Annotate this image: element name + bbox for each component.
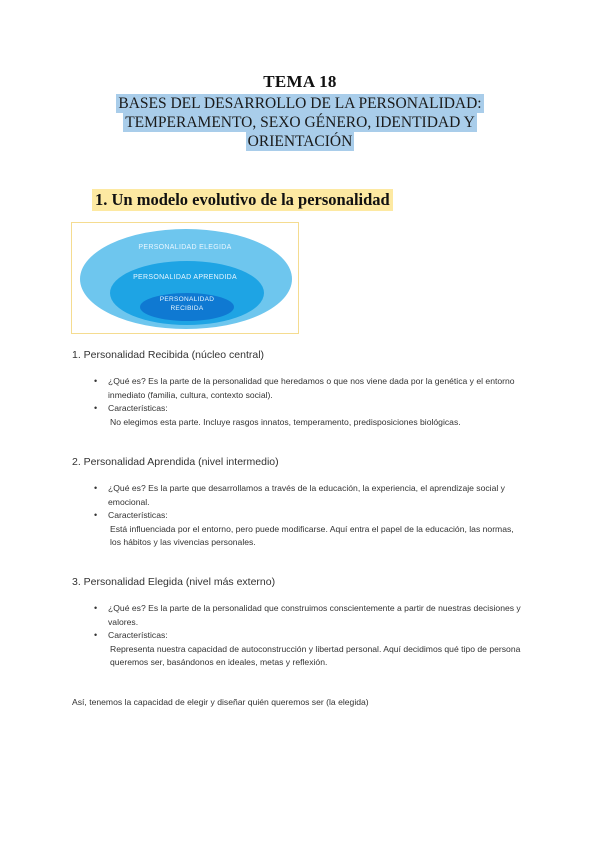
subtitle-line-3: ORIENTACIÓN bbox=[247, 133, 353, 150]
item-2-car-label: • Características: bbox=[94, 509, 524, 523]
item-2-title: 2. Personalidad Aprendida (nivel intermedio) bbox=[72, 456, 279, 468]
document-title bbox=[0, 72, 600, 151]
item-3-title: 3. Personalidad Elegida (nivel más externo) bbox=[72, 576, 276, 588]
inner-label-line-2: RECIBIDA bbox=[170, 305, 204, 312]
item-3-que-es: • ¿Qué es? Es la parte de la personalidad que construimos conscientemente a partir de nuestras decisiones y valores. bbox=[94, 602, 524, 629]
item-1-car-label: • Características: bbox=[94, 402, 524, 416]
item-2-list bbox=[94, 482, 524, 550]
item-3-car-label: • Características: bbox=[94, 629, 524, 643]
item-1-title: 1. Personalidad Recibida (núcleo central) bbox=[72, 349, 265, 361]
inner-label-line-1: PERSONALIDAD bbox=[159, 296, 215, 303]
item-1-list bbox=[94, 375, 524, 429]
subtitle-line-2: TEMPERAMENTO, SEXO GÉNERO, IDENTIDAD Y bbox=[125, 114, 475, 131]
section-heading: 1. Un modelo evolutivo de la personalidad bbox=[92, 189, 393, 211]
item-1-car-text: No elegimos esta parte. Incluye rasgos innatos, temperamento, predisposiciones biológicas. bbox=[110, 416, 461, 427]
outer-label: PERSONALIDAD ELEGIDA bbox=[138, 244, 232, 251]
inner-label bbox=[140, 295, 234, 313]
personality-diagram bbox=[71, 222, 299, 334]
tema-number: TEMA 18 bbox=[263, 72, 337, 91]
item-1-que-es: • ¿Qué es? Es la parte de la personalidad que heredamos o que nos viene dada por la genética y el entorno inmediato (familia, cultura, contexto social). bbox=[94, 375, 524, 402]
item-3-list bbox=[94, 602, 524, 670]
subtitle-line-1: BASES DEL DESARROLLO DE LA PERSONALIDAD: bbox=[118, 95, 482, 112]
middle-label: PERSONALIDAD APRENDIDA bbox=[133, 274, 237, 281]
item-2-car-text: Está influenciada por el entorno, pero puede modificarse. Aquí entra el papel de la educación, las normas, los hábitos y las vivencias personales. bbox=[110, 523, 514, 547]
conclusion-text: Así, tenemos la capacidad de elegir y diseñar quién queremos ser (la elegida) bbox=[72, 697, 369, 707]
item-3-car-text: Representa nuestra capacidad de autoconstrucción y libertad personal. Aquí decidimos qué tipo de persona queremos ser, basándonos en ideales, metas y reflexión. bbox=[110, 643, 521, 667]
item-2-que-es: • ¿Qué es? Es la parte que desarrollamos a través de la educación, la experiencia, el aprendizaje social y emocional. bbox=[94, 482, 524, 509]
